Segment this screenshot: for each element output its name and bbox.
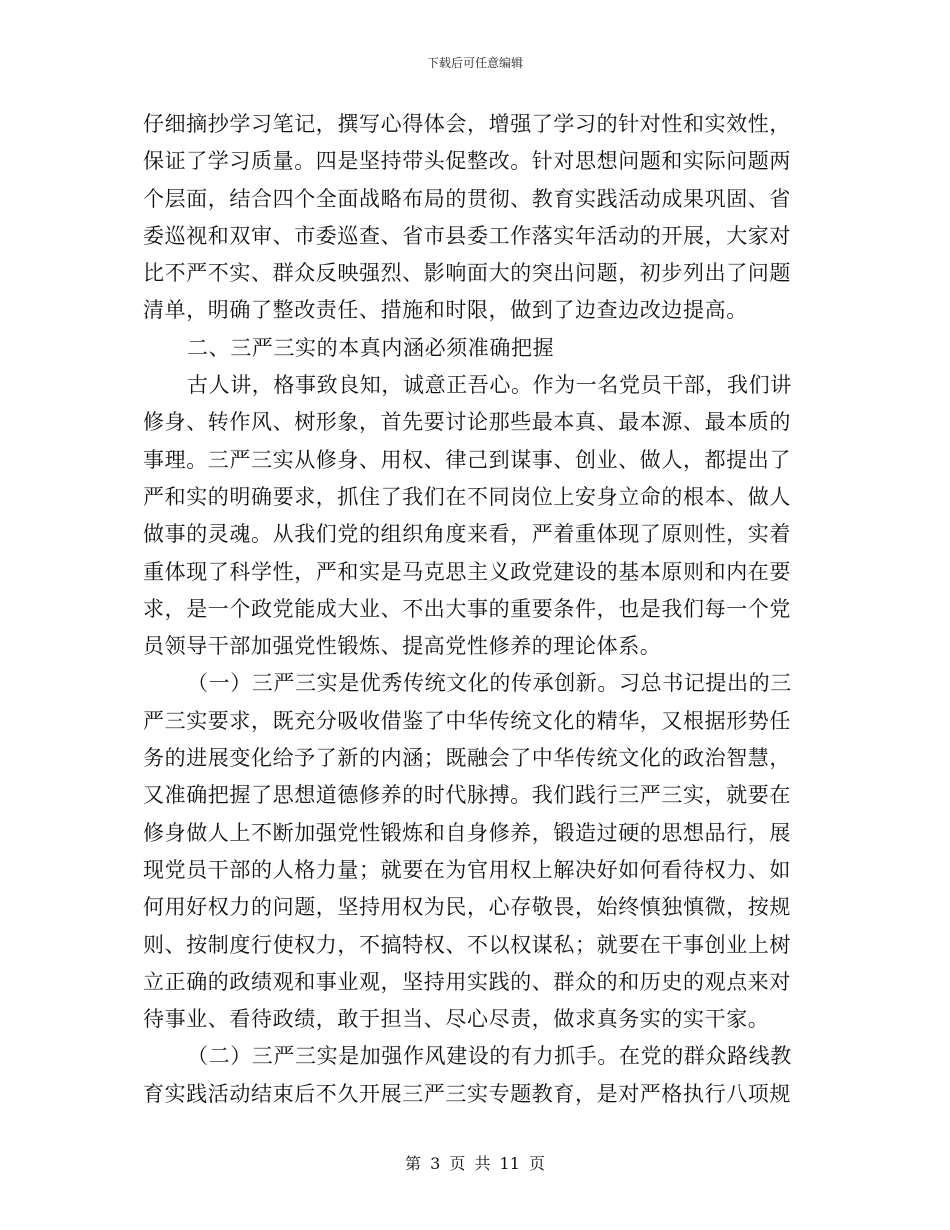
text-line: 则、按制度行使权力，不搞特权、不以权谋私；就要在干事创业上树 [143,932,791,957]
text-line: 保证了学习质量。四是坚持带头促整改。针对思想问题和实际问题两 [143,149,791,174]
text-line: 清单，明确了整改责任、措施和时限，做到了边查边改边提高。 [143,298,748,323]
text-line: （一）三严三实是优秀传统文化的传承创新。习总书记提出的三 [187,671,792,696]
text-line: 古人讲，格事致良知，诚意正吾心。作为一名党员干部，我们讲 [187,373,792,398]
text-line: 委巡视和双审、市委巡查、省市县委工作落实年活动的开展，大家对 [143,223,791,248]
text-line: 待事业、看待政绩，敢于担当、尽心尽责，做求真务实的实干家。 [143,1007,770,1032]
page-header-note: 下载后可任意编辑 [426,56,523,70]
text-line: 育实践活动结束后不久开展三严三实专题教育，是对严格执行八项规 [143,1081,791,1106]
text-line: 仔细摘抄学习笔记，撰写心得体会，增强了学习的针对性和实效性， [143,112,791,136]
text-line: 员领导干部加强党性锻炼、提高党性修养的理论体系。 [143,634,662,659]
text-line: 比不严不实、群众反映强烈、影响面大的突出问题，初步列出了问题 [143,261,791,286]
text-line: 个层面，结合四个全面战略布局的贯彻、教育实践活动成果巩固、省 [143,186,791,211]
text-line: 务的进展变化给予了新的内涵；既融会了中华传统文化的政治智慧， [143,746,791,771]
text-line: 立正确的政绩观和事业观，坚持用实践的、群众的和历史的观点来对 [143,969,791,994]
text-line: 严和实的明确要求，抓住了我们在不同岗位上安身立命的根本、做人 [143,484,791,509]
text-line: 修身、转作风、树形象，首先要讨论那些最本真、最本源、最本质的 [143,410,791,435]
text-line: （二）三严三实是加强作风建设的有力抓手。在党的群众路线教 [187,1044,792,1069]
document-body [143,106,803,1113]
text-line: 重体现了科学性，严和实是马克思主义政党建设的基本原则和内在要 [143,559,791,584]
text-line: 求，是一个政党能成大业、不出大事的重要条件，也是我们每一个党 [143,596,791,621]
text-line: 又准确把握了思想道德修养的时代脉搏。我们践行三严三实，就要在 [143,783,791,808]
text-line: 二、三严三实的本真内涵必须准确把握 [187,335,555,360]
page-number-footer: 第 3 页 共 11 页 [405,1154,545,1173]
text-line: 事理。三严三实从修身、用权、律己到谋事、创业、做人，都提出了 [143,447,791,472]
text-line: 严三实要求，既充分吸收借鉴了中华传统文化的精华，又根据形势任 [143,708,791,733]
text-line: 做事的灵魂。从我们党的组织角度来看，严着重体现了原则性，实着 [143,522,791,547]
text-line: 现党员干部的人格力量；就要在为官用权上解决好如何看待权力、如 [143,857,791,882]
text-line: 修身做人上不断加强党性锻炼和自身修养，锻造过硬的思想品行，展 [143,820,791,845]
text-line: 何用好权力的问题，坚持用权为民，心存敬畏，始终慎独慎微，按规 [143,895,791,920]
